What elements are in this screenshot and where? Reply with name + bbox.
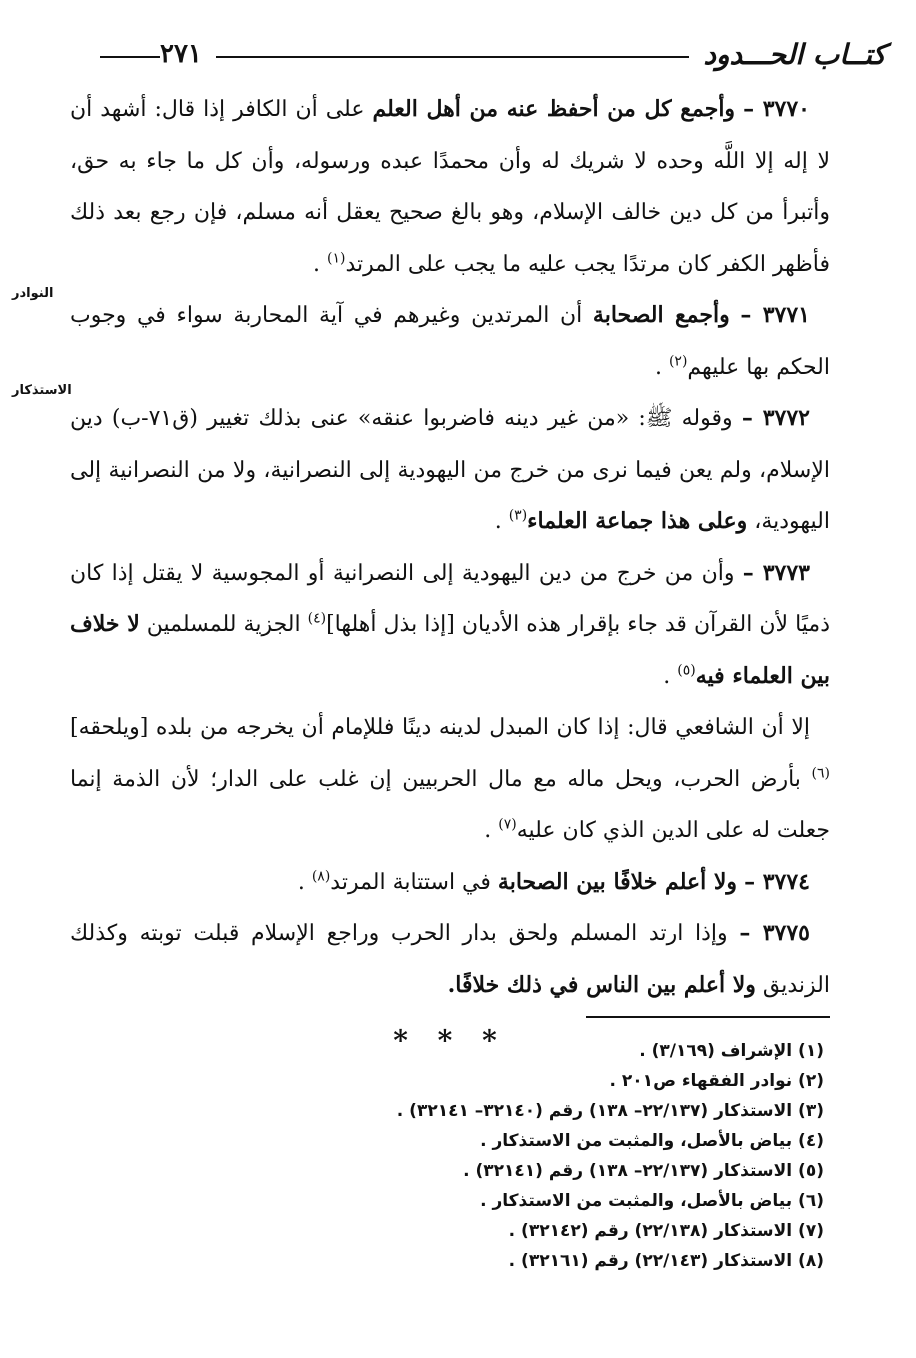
footnote-ref: (٤) xyxy=(307,610,327,627)
paragraph-text: وإذا ارتد المسلم ولحق بدار الحرب وراجع الإسلام قبلت توبته وكذلك الزنديق xyxy=(70,921,830,998)
footnote-item: (٥) الاستذكار (٢٢/١٣٧– ١٣٨) رقم (٣٢١٤١) . xyxy=(463,1161,824,1181)
footnote-divider xyxy=(586,1016,830,1018)
paragraph-number: ٣٧٧٣ – xyxy=(742,559,810,586)
paragraph-3772: ٣٧٧٢ – وقوله ﷺ: «من غير دينه فاضربوا عنقه» عنى بذلك تغيير (ق٧١-ب) دين الإسلام، ولم يعن فيما نرى من خرج من اليهودية إلى النصرانية، ولا من النصرانية إلى اليهودية، وعلى هذا جماعة العلماء$^{(٣)}$ . xyxy=(70,405,830,534)
page-number: ٢٧١ xyxy=(160,39,202,69)
paragraph-number: ٣٧٧١ – xyxy=(740,302,810,328)
footnote-ref: (١) xyxy=(327,250,346,267)
footnote-ref: (٣) xyxy=(508,507,528,524)
paragraph-text: في استتابة المرتد xyxy=(330,869,498,895)
paragraph-3773: ٣٧٧٣ – وأن من خرج من دين اليهودية إلى النصرانية أو المجوسية لا يقتل إذا كان ذميًا لأن القرآن قد جاء بإقرار هذه الأديان [إذا بذل أهلها]$^{(٤)}$ الجزية للمسلمين لا خلاف بين العلماء فيه$^{(٥)}$ . xyxy=(70,559,830,689)
main-text xyxy=(70,84,830,1071)
paragraph-number: ٣٧٧٤ – xyxy=(744,868,810,895)
page-header xyxy=(86,34,886,74)
paragraph-text: بأرض الحرب، ويحل ماله مع مال الحربيين إن غلب على الدار؛ لأن الذمة إنما جعلت له على الدين الذي كان عليه xyxy=(70,766,830,843)
bold-phrase: وعلى هذا جماعة العلماء xyxy=(527,508,748,534)
bold-phrase: لا خلاف بين العلماء فيه xyxy=(70,611,830,689)
section-ornament: * * * xyxy=(393,1024,507,1057)
footnote-ref: (٢) xyxy=(668,353,688,370)
footnotes xyxy=(86,1036,824,1276)
footnote-item: (٣) الاستذكار (٢٢/١٣٧– ١٣٨) رقم (٣٢١٤٠– ٣٢١٤١) . xyxy=(396,1101,824,1121)
paragraph-number: ٣٧٧٢ – xyxy=(741,405,810,431)
footnote-ref: (٥) xyxy=(677,662,696,679)
paragraph-text: أن المرتدين وغيرهم في آية المحاربة سواء في وجوب الحكم بها عليهم xyxy=(70,303,830,380)
footnote-item: (٨) الاستذكار (٢٢/١٤٣) رقم (٣٢١٦١) . xyxy=(508,1251,824,1271)
footnote-item: (٢) نوادر الفقهاء ص٢٠١ . xyxy=(609,1071,824,1091)
bold-phrase: وأجمع كل من أحفظ عنه من أهل العلم xyxy=(372,96,736,122)
paragraph-number: ٣٧٧٠ – xyxy=(743,96,810,122)
header-rule xyxy=(216,56,690,58)
running-title: كتــاب الحـــدود xyxy=(703,37,886,71)
bold-phrase: ولا أعلم بين الناس في ذلك خلافًا xyxy=(455,971,756,998)
paragraph-text: وأن من خرج من دين اليهودية إلى النصرانية أو المجوسية لا يقتل إذا كان ذميًا لأن القرآن قد جاء بإقرار هذه الأديان [إذا بذل أهلها] xyxy=(70,560,830,637)
paragraph-3775: ٣٧٧٥ – وإذا ارتد المسلم ولحق بدار الحرب وراجع الإسلام قبلت توبته وكذلك الزنديق ولا أعلم بين الناس في ذلك خلافًا. xyxy=(70,920,830,998)
footnote-ref: (٦) xyxy=(811,765,830,782)
paragraph-shafii: إلا أن الشافعي قال: إذا كان المبدل لدينه دينًا فللإمام أن يخرجه من بلده [ويلحقه]$^{(٦)}$ بأرض الحرب، ويحل ماله مع مال الحربيين إن غلب على الدار؛ لأن الذمة إنما جعلت له على الدين الذي كان عليه$^{(٧)}$ . xyxy=(70,715,830,843)
paragraph-3770: ٣٧٧٠ – وأجمع كل من أحفظ عنه من أهل العلم على أن الكافر إذا قال: أشهد أن لا إله إلا اللَّه وحده لا شريك له وأن محمدًا عبده ورسوله، وأن كل ما جاء به حق، وأتبرأ من كل دين خالف الإسلام، وهو بالغ صحيح يعقل أنه مسلم، فإن رجع بعد ذلك فأظهر الكفر كان مرتدًا يجب عليه ما يجب على المرتد$^{(١)}$ . xyxy=(70,96,830,277)
paragraph-number: ٣٧٧٥ – xyxy=(739,920,810,946)
paragraph-text: وقوله ﷺ: «من غير دينه فاضربوا عنقه» عنى بذلك تغيير (ق٧١-ب) دين الإسلام، ولم يعن فيما نرى من خرج من اليهودية إلى النصرانية، ولا من النصرانية إلى اليهودية، xyxy=(70,406,830,534)
footnote-item: (٦) بياض بالأصل، والمثبت من الاستذكار . xyxy=(480,1191,824,1211)
footnote-item: (٤) بياض بالأصل، والمثبت من الاستذكار . xyxy=(480,1131,824,1151)
paragraph-text: على أن الكافر إذا قال: أشهد أن لا إله إلا اللَّه وحده لا شريك له وأن محمدًا عبده ورسوله، وأن كل ما جاء به حق، وأتبرأ من كل دين خالف الإسلام، وهو بالغ صحيح يعقل أنه مسلم، فإن رجع بعد ذلك فأظهر الكفر كان مرتدًا يجب عليه ما يجب على المرتد xyxy=(70,97,830,277)
footnote-item: (٧) الاستذكار (٢٢/١٣٨) رقم (٣٢١٤٢) . xyxy=(508,1221,824,1241)
bold-phrase: ولا أعلم خلافًا بين الصحابة xyxy=(497,868,738,895)
footnote-item: (١) الإشراف (٣/١٦٩) . xyxy=(639,1041,824,1061)
bold-phrase: وأجمع الصحابة xyxy=(592,302,730,328)
footnote-ref: (٧) xyxy=(498,816,517,833)
paragraph-3771: ٣٧٧١ – وأجمع الصحابة أن المرتدين وغيرهم في آية المحاربة سواء في وجوب الحكم بها عليهم$^{(٢)}$ . xyxy=(70,302,830,380)
paragraph-text: إلا أن الشافعي قال: إذا كان المبدل لدينه دينًا فللإمام أن يخرجه من بلده [ويلحقه] xyxy=(70,715,810,740)
paragraph-text: الجزية للمسلمين xyxy=(139,612,308,637)
margin-note-nawadir: النوادر xyxy=(12,286,54,301)
footnote-ref: (٨) xyxy=(311,868,331,885)
margin-note-istidhkar: الاستذكار xyxy=(12,383,72,398)
header-dash xyxy=(100,56,160,58)
paragraph-3774: ٣٧٧٤ – ولا أعلم خلافًا بين الصحابة في استتابة المرتد$^{(٨)}$ . xyxy=(297,868,810,895)
